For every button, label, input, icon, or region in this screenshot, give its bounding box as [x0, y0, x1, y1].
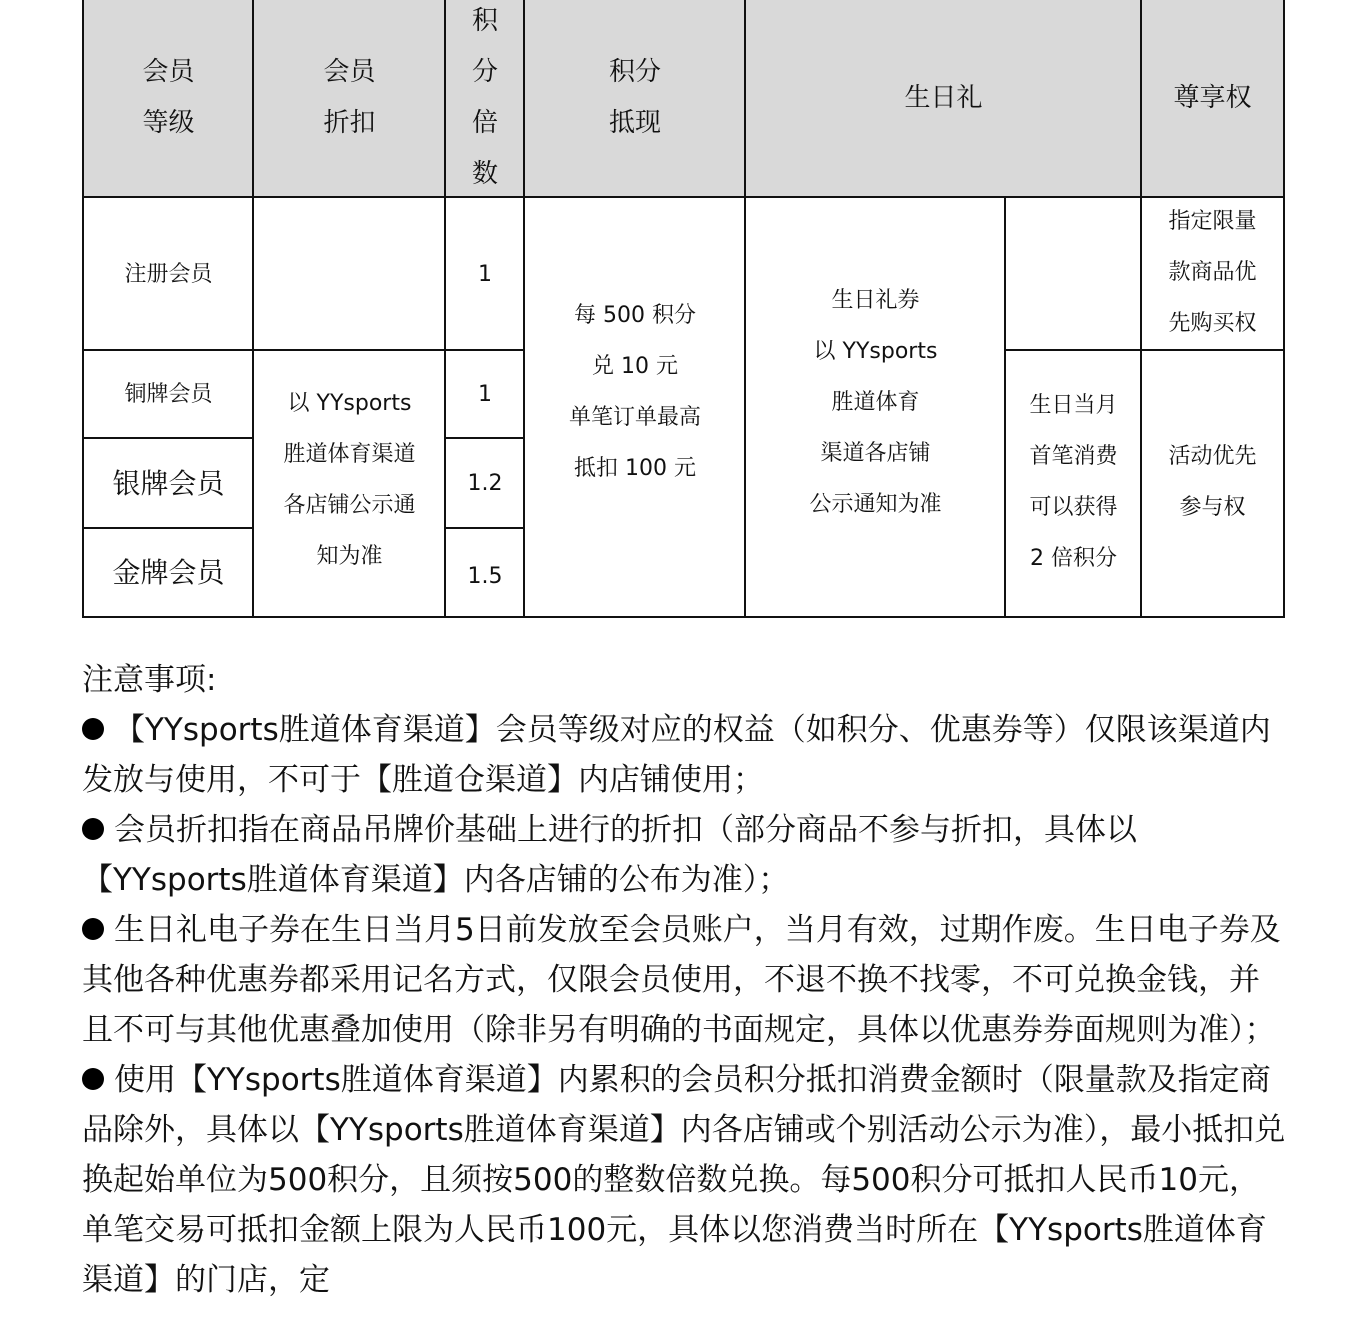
exclusive-line: 先购买权 — [1168, 310, 1257, 336]
exclusive-line: 参与权 — [1179, 494, 1246, 520]
header-multiplier — [444, 0, 526, 199]
row-registered-discount — [252, 196, 447, 352]
row-silver-multiplier — [444, 437, 526, 530]
cashout-line: 抵扣 100 元 — [574, 456, 696, 481]
discount-line: 以 YYsports — [287, 390, 412, 416]
note-item — [82, 905, 1287, 1055]
row-registered-birthday-points — [1004, 196, 1143, 352]
note-item — [82, 805, 1287, 905]
birthday-coupon-line: 以 YYsports — [813, 338, 938, 364]
discount-line: 各店铺公示通 — [283, 492, 416, 518]
exclusive-others-cell — [1140, 349, 1285, 618]
header-discount-line: 会员 — [323, 57, 376, 87]
level-label: 银牌会员 — [112, 467, 225, 500]
header-discount-line: 折扣 — [323, 108, 376, 138]
level-label: 金牌会员 — [112, 556, 225, 589]
multiplier-value: 1.2 — [467, 471, 503, 496]
exclusive-line: 款商品优 — [1168, 259, 1257, 285]
header-level — [82, 0, 255, 199]
birthday-coupon-line: 胜道体育 — [831, 389, 920, 415]
note-text: 使用【YYsports胜道体育渠道】内累积的会员积分抵扣消费金额时（限量款及指定商品除外，具体以【YYsports胜道体育渠道】内各店铺或个别活动公示为准），最小抵扣兑换起始单位为500积分，且须按500的整数倍数兑换。每500积分可抵扣人民币10元，单笔交易可抵扣金额上限为人民币100元，具体以您消费当时所在【YYsports胜道体育渠道】的门店，定 — [82, 1062, 1286, 1298]
notes-section — [82, 655, 1287, 1305]
birthday-points-line: 首笔消费 — [1029, 443, 1118, 469]
birthday-coupon-line: 渠道各店铺 — [820, 440, 931, 466]
multiplier-value: 1 — [478, 261, 492, 287]
note-item — [82, 705, 1287, 805]
header-level-line: 等级 — [142, 108, 195, 138]
row-registered-multiplier — [444, 196, 526, 352]
birthday-points-cell — [1004, 349, 1143, 618]
header-level-line: 会员 — [142, 57, 195, 87]
level-label: 铜牌会员 — [124, 382, 213, 407]
notes-title: 注意事项: — [82, 662, 217, 698]
header-birthday-label: 生日礼 — [904, 82, 983, 113]
level-label: 注册会员 — [124, 261, 213, 287]
header-cashout-line: 抵现 — [608, 108, 661, 138]
birthday-points-line: 生日当月 — [1029, 392, 1118, 418]
birthday-coupon-line: 生日礼券 — [831, 287, 920, 313]
multiplier-value: 1.5 — [467, 564, 503, 589]
note-item — [82, 1055, 1287, 1305]
cashout-line: 兑 10 元 — [592, 354, 678, 379]
row-gold-multiplier — [444, 527, 526, 618]
exclusive-line: 指定限量 — [1168, 208, 1257, 234]
discount-line: 知为准 — [316, 543, 383, 569]
header-multiplier-line: 数 — [471, 159, 498, 189]
bullet-icon — [82, 918, 104, 940]
cashout-line: 单笔订单最高 — [568, 405, 701, 430]
discount-text-cell — [252, 349, 447, 618]
row-silver-level — [82, 437, 255, 530]
header-cashout — [523, 0, 747, 199]
discount-line: 胜道体育渠道 — [283, 441, 416, 467]
header-multiplier-line: 分 — [471, 57, 498, 87]
header-cashout-line: 积分 — [608, 57, 661, 87]
row-bronze-level — [82, 349, 255, 440]
row-bronze-multiplier — [444, 349, 526, 440]
header-multiplier-line: 倍 — [471, 108, 498, 138]
birthday-coupon-line: 公示通知为准 — [809, 491, 942, 517]
note-text: 【YYsports胜道体育渠道】会员等级对应的权益（如积分、优惠券等）仅限该渠道内发放与使用，不可于【胜道仓渠道】内店铺使用； — [82, 712, 1271, 798]
header-birthday — [744, 0, 1143, 199]
header-discount — [252, 0, 447, 199]
cashout-line: 每 500 积分 — [574, 303, 696, 328]
bullet-icon — [82, 1068, 104, 1090]
row-gold-level — [82, 527, 255, 618]
bullet-icon — [82, 818, 104, 840]
birthday-points-line: 可以获得 — [1029, 494, 1118, 520]
note-text: 生日礼电子券在生日当月5日前发放至会员账户，当月有效，过期作废。生日电子券及其他各种优惠券都采用记名方式，仅限会员使用，不退不换不找零，不可兑换金钱，并且不可与其他优惠叠加使用（除非另有明确的书面规定，具体以优惠券券面规则为准）； — [82, 912, 1281, 1048]
exclusive-registered-cell — [1140, 196, 1285, 352]
bullet-icon — [82, 718, 104, 740]
multiplier-value: 1 — [478, 382, 492, 407]
birthday-coupon-cell — [744, 196, 1007, 618]
membership-table — [0, 0, 1366, 620]
exclusive-line: 活动优先 — [1168, 443, 1257, 469]
cashout-text-cell — [523, 196, 747, 618]
birthday-points-line: 2 倍积分 — [1029, 545, 1117, 571]
header-multiplier-line: 积 — [471, 6, 498, 36]
row-registered-level — [82, 196, 255, 352]
header-exclusive — [1140, 0, 1285, 199]
note-text: 会员折扣指在商品吊牌价基础上进行的折扣（部分商品不参与折扣，具体以【YYsports胜道体育渠道】内各店铺的公布为准）； — [82, 812, 1137, 898]
header-exclusive-label: 尊享权 — [1173, 82, 1252, 113]
